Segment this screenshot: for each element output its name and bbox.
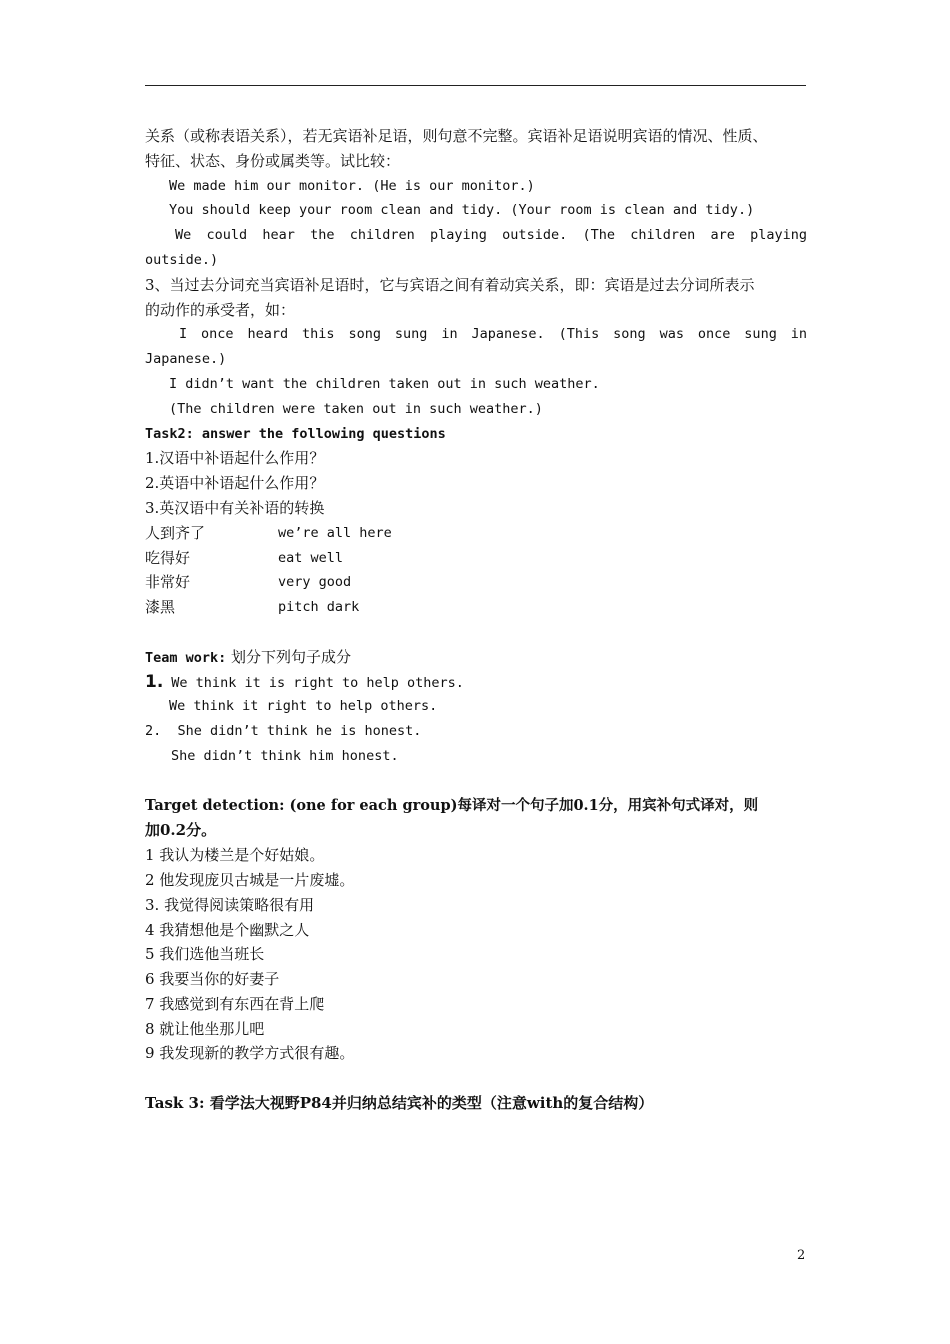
example-b-2: I didn’t want the children taken out in such weather. — [169, 375, 600, 392]
target-detection-line-1: Target detection: (one for each group)每译对一个句子加0.1分，用宾补句式译对，则 — [145, 796, 759, 814]
item-number: 2. — [145, 723, 162, 740]
example-a-3-tail: outside.) — [145, 251, 219, 268]
target-item: 1 我认为楼兰是个好姑娘。 — [145, 846, 325, 865]
point3-line-1: 3、当过去分词充当宾语补足语时，它与宾语之间有着动宾关系，即：宾语是过去分词所表示 — [145, 275, 755, 294]
header-rule — [145, 85, 806, 86]
example-a-2: You should keep your room clean and tidy. (Your room is clean and tidy.) — [169, 202, 755, 219]
team-work-label: Team work: — [145, 649, 227, 666]
target-item: 2 他发现庞贝古城是一片废墟。 — [145, 870, 355, 889]
target-item: 7 我感觉到有东西在背上爬 — [145, 994, 325, 1013]
target-item: 3. 我觉得阅读策略很有用 — [145, 895, 315, 914]
team-work-sentence-2b: She didn’t think him honest. — [171, 747, 399, 764]
example-b-1: I once heard this song sung in Japanese. (This song was once sung in — [179, 326, 807, 343]
item-number: 1. — [145, 671, 164, 692]
target-item: 5 我们选他当班长 — [145, 945, 265, 964]
example-a-1: We made him our monitor. (He is our monitor.) — [169, 177, 535, 194]
complement-pair — [145, 570, 807, 595]
task3-heading: Task 3: 看学法大视野P84并归纳总结宾补的类型（注意with的复合结构） — [145, 1094, 654, 1113]
target-item: 9 我发现新的教学方式很有趣。 — [145, 1044, 355, 1063]
team-work-instruction: 划分下列句子成分 — [226, 647, 352, 666]
pair-cn: 吃得好 — [145, 548, 191, 567]
complement-pair — [145, 595, 807, 620]
pair-en: pitch dark — [278, 599, 360, 616]
target-item: 6 我要当你的好妻子 — [145, 970, 280, 989]
target-item: 4 我猜想他是个幽默之人 — [145, 920, 310, 939]
pair-en: eat well — [278, 549, 344, 566]
task2-heading: Task2: answer the following questions — [145, 425, 446, 442]
task2-question-3: 3.英汉语中有关补语的转换 — [145, 498, 325, 517]
example-b-2-note: (The children were taken out in such weather.) — [169, 400, 543, 417]
point3-line-2: 的动作的承受者，如： — [145, 300, 296, 319]
document-body — [145, 124, 807, 1116]
intro-line-1: 关系（或称表语关系），若无宾语补足语，则句意不完整。宾语补足语说明宾语的情况、性质、 — [145, 127, 768, 145]
complement-pair — [145, 521, 807, 546]
pair-en: very good — [278, 574, 352, 591]
pair-cn: 非常好 — [145, 573, 191, 592]
intro-line-2: 特征、状态、身份或属类等。试比较： — [145, 151, 401, 170]
target-item: 8 就让他坐那儿吧 — [145, 1019, 265, 1038]
spacer — [145, 769, 807, 794]
task2-question-2: 2.英语中补语起什么作用？ — [145, 474, 325, 493]
team-work-line — [145, 645, 807, 670]
target-detection-line-2: 加0.2分。 — [145, 821, 217, 840]
example-b-1-tail: Japanese.) — [145, 351, 227, 368]
task2-question-1: 1.汉语中补语起什么作用？ — [145, 449, 325, 468]
spacer — [145, 620, 807, 645]
complement-pair — [145, 546, 807, 571]
pair-cn: 人到齐了 — [145, 523, 206, 542]
spacer — [145, 1066, 807, 1091]
team-work-sentence-2a: She didn’t think he is honest. — [177, 723, 422, 740]
page-number: 2 — [797, 1248, 806, 1263]
pair-cn: 漆黑 — [145, 598, 176, 617]
pair-en: we’re all here — [278, 524, 392, 541]
team-work-item-2 — [145, 719, 807, 744]
team-work-item-1 — [145, 670, 807, 695]
example-a-3: We could hear the children playing outside. (The children are playing — [175, 227, 807, 244]
team-work-sentence-1a: We think it is right to help others. — [171, 674, 464, 691]
team-work-sentence-1b: We think it right to help others. — [169, 698, 438, 715]
